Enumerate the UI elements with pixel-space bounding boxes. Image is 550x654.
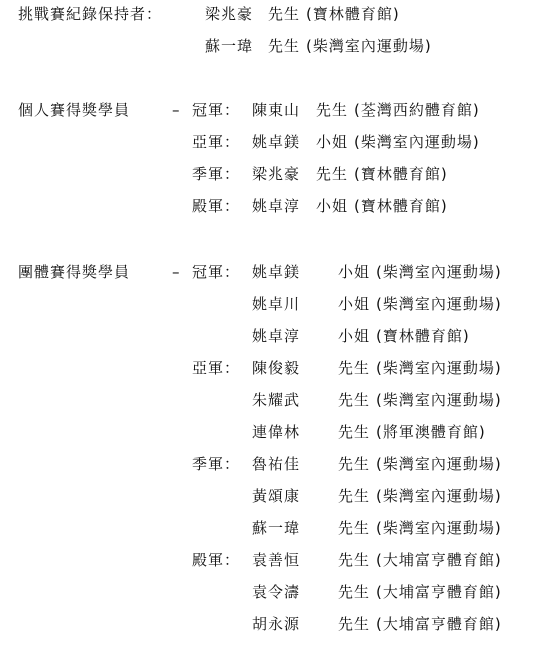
team-label: 團體賽得獎學員 (18, 263, 131, 281)
winner-name: 袁善恒 (252, 551, 301, 569)
winner-title: 先生 (338, 615, 371, 633)
winner-title: 先生 (316, 101, 349, 119)
award-label: 季軍： (192, 165, 241, 183)
winner-club: (寶林體育館) (354, 197, 448, 215)
winner-title: 先生 (338, 487, 371, 505)
winner-title: 先生 (316, 165, 349, 183)
winner-title: 小姐 (316, 133, 349, 151)
winner-name: 陳東山 (252, 101, 301, 119)
winner-club: (柴灣室內運動場) (376, 391, 502, 409)
winner-title: 先生 (338, 391, 371, 409)
challenge-holder-name: 蘇一瑋 (205, 37, 254, 55)
winner-title: 先生 (338, 455, 371, 473)
winner-club: (柴灣室內運動場) (354, 133, 480, 151)
winner-club: (寶林體育館) (376, 327, 470, 345)
winner-club: (柴灣室內運動場) (376, 519, 502, 537)
winner-title: 先生 (338, 519, 371, 537)
challenge-holder-title: 先生 (268, 5, 301, 23)
winner-club: (大埔富亨體育館) (376, 551, 502, 569)
winner-name: 連偉林 (252, 423, 301, 441)
challenge-holder-club: (寶林體育館) (306, 5, 400, 23)
award-label: 季軍： (192, 455, 241, 473)
winner-name: 姚卓川 (252, 295, 301, 313)
winner-title: 小姐 (338, 327, 371, 345)
winner-name: 姚卓淳 (252, 327, 301, 345)
winner-name: 陳俊毅 (252, 359, 301, 377)
award-label: 殿軍： (192, 197, 241, 215)
winner-club: (大埔富亨體育館) (376, 615, 502, 633)
winner-title: 先生 (338, 359, 371, 377)
winner-club: (柴灣室內運動場) (376, 263, 502, 281)
winner-name: 朱耀武 (252, 391, 301, 409)
challenge-label: 挑戰賽紀錄保持者： (18, 5, 163, 23)
winner-name: 胡永源 (252, 615, 301, 633)
winner-club: (寶林體育館) (354, 165, 448, 183)
individual-label: 個人賽得獎學員 (18, 101, 131, 119)
winner-name: 袁令濤 (252, 583, 301, 601)
winner-club: (柴灣室內運動場) (376, 359, 502, 377)
winner-club: (柴灣室內運動場) (376, 487, 502, 505)
award-label: 殿軍： (192, 551, 241, 569)
winner-name: 姚卓鎂 (252, 263, 301, 281)
winner-name: 梁兆豪 (252, 165, 301, 183)
award-label: 亞軍： (192, 359, 241, 377)
individual-dash: – (172, 101, 181, 119)
challenge-holder-name: 梁兆豪 (205, 5, 254, 23)
winner-name: 魯祐佳 (252, 455, 301, 473)
challenge-holder-club: (柴灣室內運動場) (306, 37, 432, 55)
award-label: 冠軍： (192, 101, 241, 119)
winner-title: 先生 (338, 551, 371, 569)
winner-club: (柴灣室內運動場) (376, 295, 502, 313)
winner-club: (將軍澳體育館) (376, 423, 486, 441)
winner-club: (荃灣西約體育館) (354, 101, 480, 119)
winner-title: 先生 (338, 583, 371, 601)
award-label: 冠軍： (192, 263, 241, 281)
winner-name: 姚卓淳 (252, 197, 301, 215)
winner-title: 小姐 (338, 263, 371, 281)
winner-name: 蘇一瑋 (252, 519, 301, 537)
award-label: 亞軍： (192, 133, 241, 151)
winner-club: (大埔富亨體育館) (376, 583, 502, 601)
challenge-holder-title: 先生 (268, 37, 301, 55)
winner-name: 黃頌康 (252, 487, 301, 505)
winner-club: (柴灣室內運動場) (376, 455, 502, 473)
winner-title: 小姐 (316, 197, 349, 215)
winner-title: 先生 (338, 423, 371, 441)
winner-title: 小姐 (338, 295, 371, 313)
winner-name: 姚卓鎂 (252, 133, 301, 151)
team-dash: – (172, 263, 181, 281)
